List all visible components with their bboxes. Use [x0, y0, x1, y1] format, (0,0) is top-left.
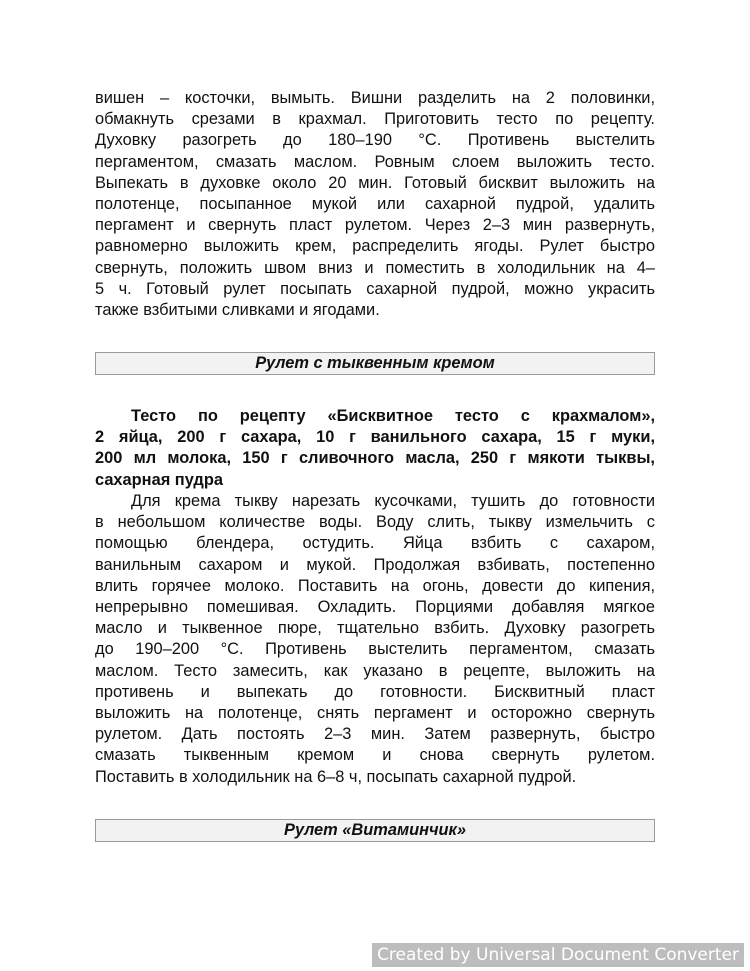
instruction-text-line: в небольшом количестве воды. Воду слить, тыкву измельчить с — [95, 513, 655, 532]
instruction-text-line: непрерывно помешивая. Охладить. Порциями добавляя мягкое — [95, 598, 655, 617]
recipe-instructions — [95, 491, 655, 788]
converter-watermark: Created by Universal Document Converter — [372, 943, 744, 967]
intro-text-line: вишен – косточки, вымыть. Вишни разделить на 2 половинки, — [95, 89, 655, 107]
instruction-text-line: смазать тыквенным кремом и снова свернуть рулетом. — [95, 746, 655, 765]
intro-text-line: пергамент и свернуть пласт рулетом. Через 2–3 мин развернуть, — [95, 216, 655, 235]
instruction-text-line: до 190–200 °С. Противень выстелить пергаментом, смазать — [95, 640, 655, 659]
instruction-text-line: масло и тыквенное пюре, тщательно взбить. Духовку разогреть — [95, 619, 655, 638]
intro-text-line: 5 ч. Готовый рулет посыпать сахарной пудрой, можно украсить — [95, 279, 655, 298]
intro-text-line: полотенце, посыпанное мукой или сахарной пудрой, удалить — [95, 195, 655, 214]
ingredient-text-line: 2 яйца, 200 г сахара, 10 г ванильного сахара, 15 г муки, — [95, 428, 655, 447]
instruction-text-line: выложить на полотенце, снять пергамент и осторожно свернуть — [95, 704, 655, 723]
intro-text-line: равномерно выложить крем, распределить ягоды. Рулет быстро — [95, 237, 655, 256]
instruction-text-line: ванильным сахаром и мукой. Продолжая взбивать, постепенно — [95, 555, 655, 574]
instruction-text-line: помощью блендера, остудить. Яйца взбить с сахаром, — [95, 534, 655, 553]
instruction-text-line: Для крема тыкву нарезать кусочками, тушить до готовности — [131, 492, 655, 510]
ingredient-text-line: сахарная пудра — [95, 470, 223, 489]
instruction-text-line: рулетом. Дать постоять 2–3 мин. Затем развернуть, быстро — [95, 725, 655, 744]
recipe-title-vitaminchik-roll: Рулет «Витаминчик» — [95, 819, 655, 842]
instruction-text-line: противень и выпекать до готовности. Бисквитный пласт — [95, 682, 655, 701]
instruction-text-line: маслом. Тесто замесить, как указано в рецепте, выложить на — [95, 661, 655, 680]
intro-text-line: пергаментом, смазать маслом. Ровным слоем выложить тесто. — [95, 152, 655, 171]
recipe-ingredients — [95, 406, 655, 491]
instruction-text-line: Поставить в холодильник на 6–8 ч, посыпать сахарной пудрой. — [95, 767, 577, 786]
recipe-title-pumpkin-roll: Рулет с тыквенным кремом — [95, 352, 655, 375]
intro-paragraph — [95, 88, 655, 321]
intro-text-line: Выпекать в духовке около 20 мин. Готовый бисквит выложить на — [95, 173, 655, 192]
intro-text-line: обмакнуть срезами в крахмал. Приготовить тесто по рецепту. — [95, 110, 655, 129]
instruction-text-line: влить горячее молоко. Поставить на огонь, довести до кипения, — [95, 576, 655, 595]
intro-text-line: также взбитыми сливками и ягодами. — [95, 301, 380, 320]
ingredient-text-line: Тесто по рецепту «Бисквитное тесто с крахмалом», — [131, 407, 655, 425]
intro-text-line: Духовку разогреть до 180–190 °С. Противень выстелить — [95, 131, 655, 150]
ingredient-text-line: 200 мл молока, 150 г сливочного масла, 250 г мякоти тыквы, — [95, 449, 655, 468]
intro-text-line: свернуть, положить швом вниз и поместить в холодильник на 4– — [95, 258, 655, 277]
